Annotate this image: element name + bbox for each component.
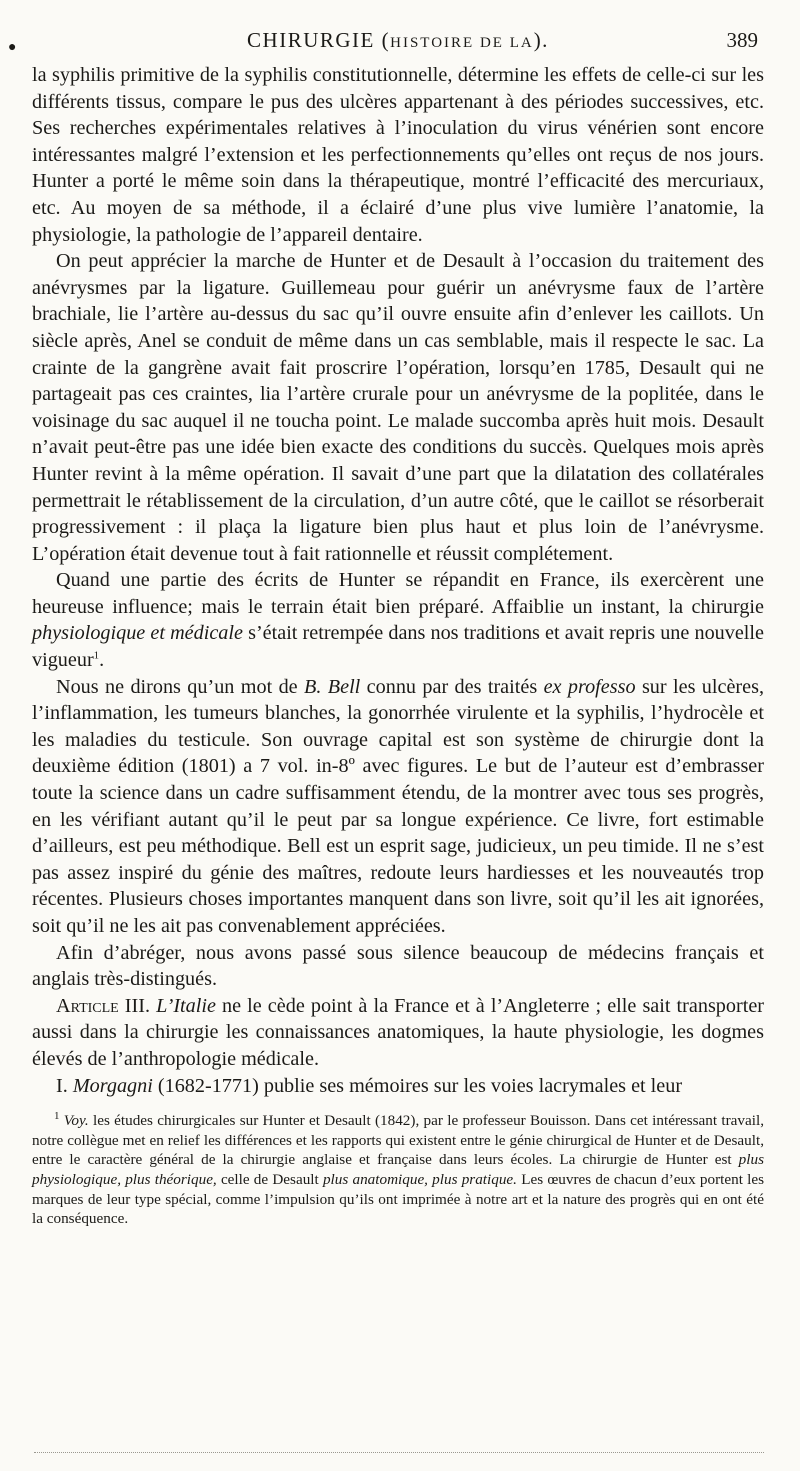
fn-text-c: Les œuvres de chacun d’eux portent les marques de leur type spécial, comme l’impulsion qu’ils ont imprimée à notre art et la nature des progrès qui en ont été la conséquence. — [32, 1170, 765, 1228]
page-number: 389 — [726, 28, 758, 52]
paragraph-7 — [32, 1073, 764, 1100]
running-title: CHIRURGIE (HISTOIRE DE LA). — [247, 28, 549, 52]
p3-italic: physiologique et médicale — [32, 622, 243, 645]
p4-name: B. Bell — [304, 675, 361, 698]
fn-voy: Voy. — [63, 1112, 89, 1130]
book-page — [8, 26, 765, 1229]
paragraph-4 — [32, 674, 764, 940]
p3-text-c: . — [99, 649, 105, 672]
margin-bullet-icon: ● — [8, 40, 17, 55]
footnote-1 — [32, 1111, 764, 1229]
p3-text-a: Quand une partie des écrits de Hunter se répandit en France, ils exercèrent une heureuse influence; mais le terrain était bien préparé. Affaiblie un instant, la chirurgie — [32, 569, 764, 618]
running-header — [8, 26, 764, 62]
header-subtitle: HISTOIRE DE LA — [390, 35, 534, 51]
bottom-dotted-rule — [34, 1452, 764, 1453]
paragraph-3 — [32, 567, 764, 673]
p4-text-a: Nous ne dirons qu’un mot de — [56, 675, 305, 698]
header-title: CHIRURGIE — [247, 28, 375, 52]
fn-text-a: les études chirurgicales sur Hunter et Desault (1842), par le professeur Bouisson. Dans cet intéressant travail, notre collègue met en relief les différences et les rapports qui existent entre le génie chirurgical de Hunter et de Desault, entre le caractère général de la chirurgie anglaise et française dans leurs écoles. La chirurgie de Hunter est — [32, 1112, 764, 1169]
p7-numeral: I. — [56, 1074, 68, 1097]
fn-text-b: celle de Desault — [216, 1170, 323, 1188]
footnote-ref[interactable]: 1 — [93, 649, 100, 662]
paragraph-6 — [32, 993, 764, 1073]
p7-italic: Morgagni — [72, 1074, 153, 1097]
p6-italic: L’Italie — [156, 994, 216, 1017]
paragraph-2: On peut apprécier la marche de Hunter et de Desault à l’occasion du traitement des anévrysmes par la ligature. Guillemeau pour guérir un anévrysme faux de l’artère brachiale, lie l’artère au-dessus du sac qu’il ouvre ensuite afin d’enlever les caillots. Un siècle après, Anel se conduit de même dans un cas semblable, mais il respecte le sac. La crainte de la gangrène avait fait proscrire l’opération, lorsqu’en 1785, Desault qui ne partageait pas ces craintes, lia l’artère crurale pour un anévrysme de la poplitée, dans le voisinage du sac auquel il ne toucha point. Le malade succomba après huit mois. Desault n’avait peut-être pas une idée bien exacte des conditions du succès. Quelques mois après Hunter revint à la même opération. Il savait d’une part que la dilatation des collatérales permettrait le rétablissement de la circulation, d’un autre côté, que le caillot se résorberait progressivement : il plaça la ligature bien plus haut et plus loin de l’anévrysme. L’opération était devenue tout à fait rationnelle et réussit complétement. — [32, 250, 764, 565]
footnote-marker: 1 — [54, 1110, 60, 1123]
p4-text-c: sur les ulcères, l’inflammation, les tumeurs blanches, la gonorrhée virulente et la syphilis, l’hydrocèle et les maladies du testicule. Son ouvrage capital est son système de chirurgie dont la deuxième édition (1801) a 7 vol. in-8º avec figures. Le but de l’auteur est d’embrasser toute la science dans un cadre suffisamment étendu, de la montrer avec tous ses progrès, en les vérifiant autant qu’il le peut par sa longue expérience. Ce livre, fort estimable d’ailleurs, est peu méthodique. Bell est un esprit sage, judicieux, un peu timide. Il ne s’est pas assez inspiré du génie des maîtres, redoute leurs hardiesses et les nouveautés trop récentes. Plusieurs choses importantes manquent dans son livre, soit qu’il les ait ignorées, soit qu’il ne les ait pas convenablement appréciées. — [32, 675, 765, 937]
fn-italic-1: plus physiologique, plus théorique, — [32, 1151, 764, 1188]
p4-phrase: ex professo — [543, 675, 636, 698]
footnotes — [32, 1111, 764, 1229]
fn-italic-2: plus anatomique, plus pratique. — [322, 1170, 517, 1188]
body-text — [32, 62, 764, 1099]
p4-text-b: connu par des traités — [360, 675, 544, 698]
paragraph-5: Afin d’abréger, nous avons passé sous silence beaucoup de médecins français et anglais très-distingués. — [32, 941, 764, 991]
p3-text-b: s’était retrempée dans nos traditions et avait repris une nouvelle vigueur — [32, 622, 764, 672]
p6-text: ne le cède point à la France et à l’Angleterre ; elle sait transporter aussi dans la chirurgie les connaissances anatomiques, la haute physiologie, les dogmes élevés de l’anthropologie médicale. — [32, 994, 765, 1070]
paragraph-1: la syphilis primitive de la syphilis constitutionnelle, détermine les effets de celle-ci sur les différents tissus, compare le pus des ulcères appartenant à des périodes successives, etc. Ses recherches expérimentales relatives à l’inoculation du virus vénérien sont encore intéressantes malgré l’extension et les perfectionnements qu’elles ont reçus de nos jours. Hunter a porté le même soin dans la thérapeutique, montré l’efficacité des mercuriaux, etc. Au moyen de sa méthode, il a éclairé d’une plus vive lumière l’anatomie, la physiologie, la pathologie de l’appareil dentaire. — [32, 64, 764, 246]
p7-text: (1682-1771) publie ses mémoires sur les voies lacrymales et leur — [152, 1074, 683, 1097]
article-label: Article III. — [56, 994, 151, 1017]
